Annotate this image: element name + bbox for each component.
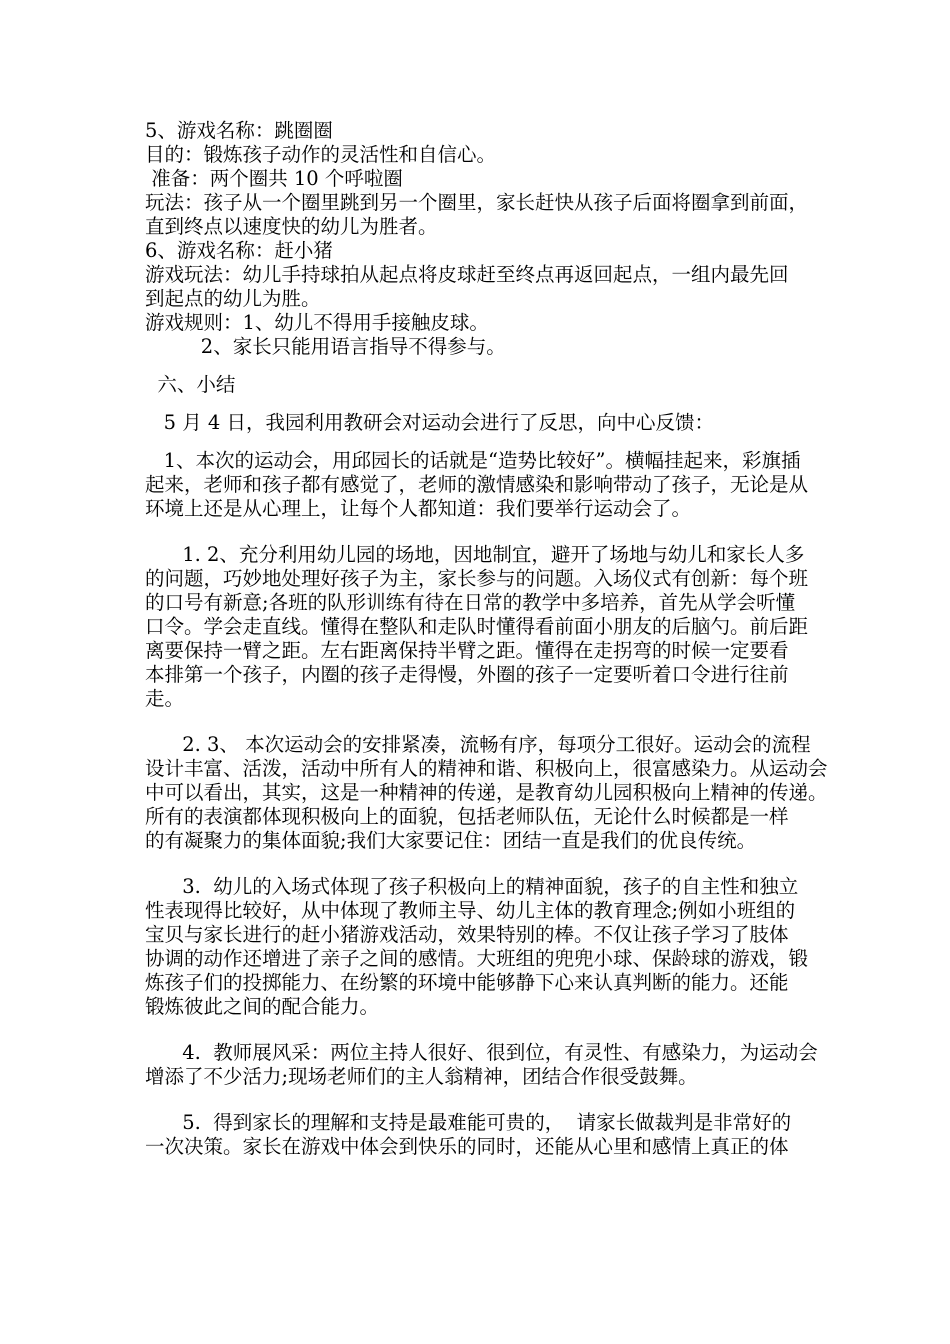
paragraph-line: 协调的动作还增进了亲子之间的感情。大班组的兜兜小球、保龄球的游戏，锻: [145, 947, 809, 970]
game5-method-line-1: 玩法：孩子从一个圈里跳到另一个圈里，家长赶快从孩子后面将圈拿到前面，: [145, 191, 809, 214]
paragraph-line: 的问题，巧妙地处理好孩子为主，家长参与的问题。入场仪式有创新：每个班: [145, 567, 809, 590]
paragraph-line: 增添了不少活力;现场老师们的主人翁精神，团结合作很受鼓舞。: [145, 1065, 698, 1088]
summary-paragraph-2: [145, 543, 895, 711]
game6-play-line-2: 到起点的幼儿为胜。: [145, 287, 321, 310]
game6-play-line-1: 游戏玩法：幼儿手持球拍从起点将皮球赶至终点再返回起点，一组内最先回: [145, 263, 789, 286]
game6-rule-line-1: 游戏规则：1、幼儿不得用手接触皮球。: [145, 311, 489, 334]
game5-method-line-2: 直到终点以速度快的幼儿为胜者。: [145, 215, 438, 238]
game5-title: 5、游戏名称：跳圈圈: [145, 119, 333, 142]
paragraph-line: 的有凝聚力的集体面貌;我们大家要记住：团结一直是我们的优良传统。: [145, 829, 757, 852]
paragraph-line: 3. 幼儿的入场式体现了孩子积极向上的精神面貌，孩子的自主性和独立: [145, 875, 799, 898]
paragraph-line: 4. 教师展风采：两位主持人很好、很到位，有灵性、有感染力，为运动会: [145, 1041, 818, 1064]
summary-paragraph-6: [145, 1111, 895, 1159]
paragraph-line: 宝贝与家长进行的赶小猪游戏活动，效果特别的棒。不仅让孩子学习了肢体: [145, 923, 789, 946]
game5-prep: 准备：两个圈共 10 个呼啦圈: [145, 167, 403, 190]
paragraph-line: 所有的表演都体现积极向上的面貌，包括老师队伍，无论什么时候都是一样: [145, 805, 789, 828]
paragraph-line: 1. 2、充分利用幼儿园的场地，因地制宜，避开了场地与幼儿和家长人多: [145, 543, 805, 566]
paragraph-line: 口令。学会走直线。懂得在整队和走队时懂得看前面小朋友的后脑勺。前后距: [145, 615, 809, 638]
paragraph-line: 一次决策。家长在游戏中体会到快乐的同时，还能从心里和感情上真正的体: [145, 1135, 789, 1158]
summary-intro: 5 月 4 日，我园利用教研会对运动会进行了反思，向中心反馈：: [145, 411, 715, 434]
summary-paragraph-4: [145, 875, 895, 1019]
document-page: [145, 119, 895, 1159]
paragraph-line: 性表现得比较好，从中体现了教师主导、幼儿主体的教育理念;例如小班组的: [145, 899, 796, 922]
paragraph-line: 走。: [145, 687, 185, 710]
paragraph-line: 炼孩子们的投掷能力、在纷繁的环境中能够静下心来认真判断的能力。还能: [145, 971, 789, 994]
paragraph-line: 设计丰富、活泼，活动中所有人的精神和谐、积极向上，很富感染力。从运动会: [145, 757, 828, 780]
summary-paragraph-3: [145, 733, 895, 853]
paragraph-line: 本排第一个孩子，内圈的孩子走得慢，外圈的孩子一定要听着口令进行往前: [145, 663, 789, 686]
paragraph-line: 锻炼彼此之间的配合能力。: [145, 995, 380, 1018]
paragraph-line: 2. 3、 本次运动会的安排紧凑，流畅有序，每项分工很好。运动会的流程: [145, 733, 811, 756]
paragraph-line: 1、本次的运动会，用邱园长的话就是“造势比较好”。横幅挂起来，彩旗插: [145, 449, 801, 472]
paragraph-line: 环境上还是从心理上，让每个人都知道：我们要举行运动会了。: [145, 497, 692, 520]
game6-rule-line-2: 2、家长只能用语言指导不得参与。: [145, 335, 506, 358]
paragraph-line: 离要保持一臂之距。左右距离保持半臂之距。懂得在走拐弯的时候一定要看: [145, 639, 789, 662]
paragraph-line: 中可以看出，其实，这是一种精神的传递，是教育幼儿园积极向上精神的传递。: [145, 781, 828, 804]
summary-heading: 六、小结: [145, 373, 236, 396]
game6-title: 6、游戏名称：赶小猪: [145, 239, 333, 262]
summary-paragraph-1: [145, 449, 895, 521]
paragraph-line: 的口号有新意;各班的队形训练有待在日常的教学中多培养，首先从学会听懂: [145, 591, 796, 614]
paragraph-line: 5. 得到家长的理解和支持是最难能可贵的， 请家长做裁判是非常好的: [145, 1111, 792, 1134]
game5-purpose: 目的：锻炼孩子动作的灵活性和自信心。: [145, 143, 497, 166]
summary-paragraph-5: [145, 1041, 895, 1089]
paragraph-line: 起来，老师和孩子都有感觉了，老师的激情感染和影响带动了孩子，无论是从: [145, 473, 809, 496]
